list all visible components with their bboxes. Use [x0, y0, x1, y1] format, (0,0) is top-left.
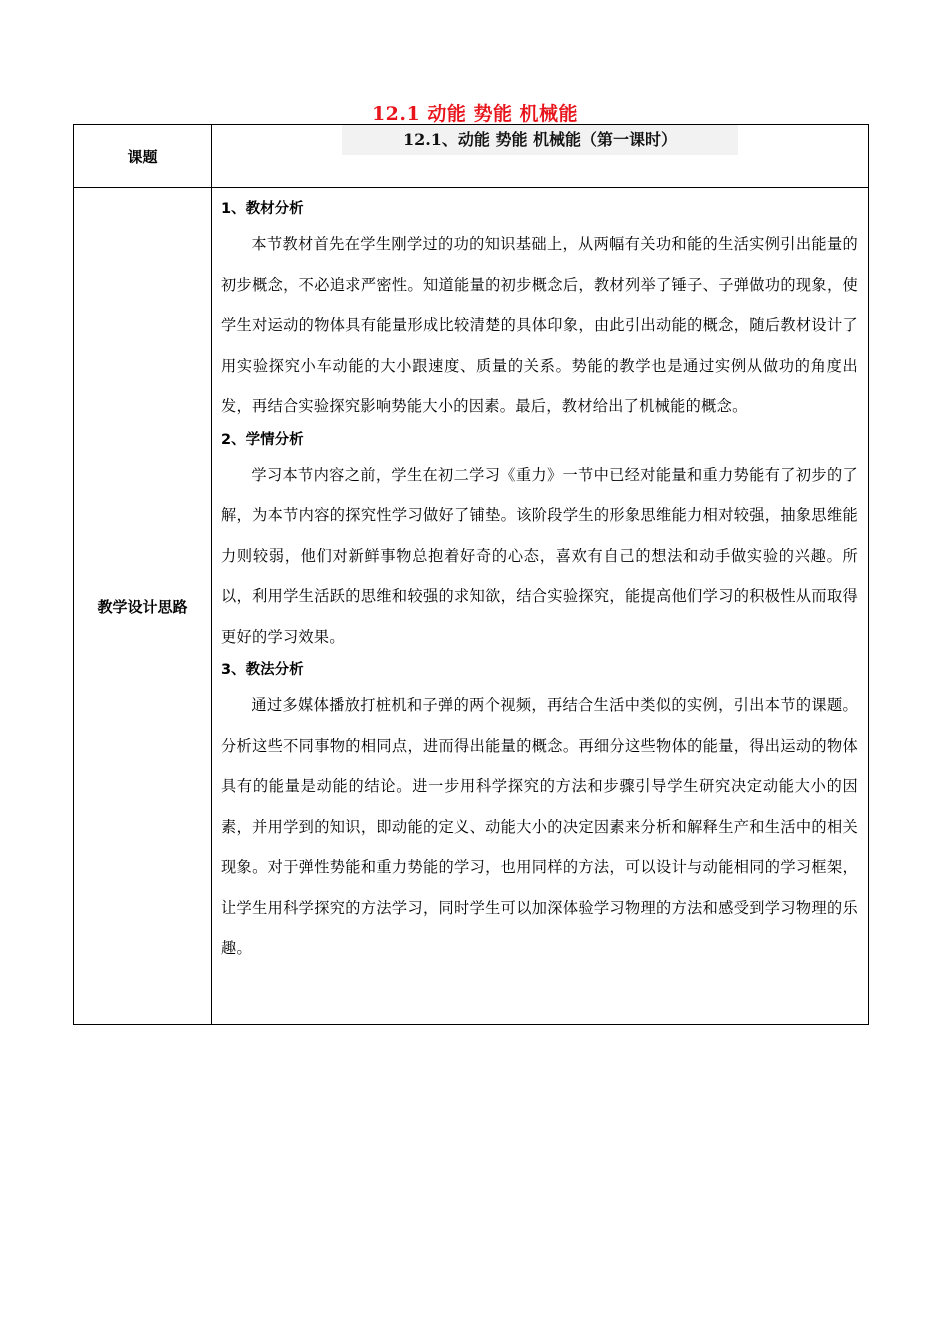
section-heading: 3、教法分析 [221, 662, 304, 678]
section-paragraph: 通过多媒体播放打桩机和子弹的两个视频，再结合生活中类似的实例，引出本节的课题。分析这些不同事物的相同点，进而得出能量的概念。再细分这些物体的能量，得出运动的物体具有的能量是动能的结论。进一步用科学探究的方法和步骤引导学生研究决定动能大小的因素，并用学到的知识，即动能的定义、动能大小的决定因素来分析和解释生产和生活中的相关现象。对于弹性势能和重力势能的学习，也用同样的方法，可以设计与动能相同的学习框架，让学生用科学探究的方法学习，同时学生可以加深体验学习物理的方法和感受到学习物理的乐趣。 [221, 696, 858, 957]
document-title: 12.1 动能 势能 机械能 [371, 103, 579, 125]
topic-row [74, 125, 869, 188]
section-textbook-analysis [221, 194, 858, 427]
section-method-analysis [221, 655, 858, 969]
design-label: 教学设计思路 [74, 188, 212, 1025]
design-row [74, 188, 869, 1025]
section-heading: 2、学情分析 [221, 431, 304, 448]
design-content [212, 188, 869, 1025]
lesson-plan-table [73, 124, 869, 1025]
topic-value-cell [212, 125, 869, 188]
topic-label: 课题 [74, 125, 212, 188]
lesson-title: 12.1、动能 势能 机械能（第一课时） [342, 125, 738, 155]
section-heading: 1、教材分析 [221, 201, 304, 217]
section-paragraph: 学习本节内容之前，学生在初二学习《重力》一节中已经对能量和重力势能有了初步的了解，为本节内容的探究性学习做好了铺垫。该阶段学生的形象思维能力相对较强，抽象思维能力则较弱，他们对新鲜事物总抱着好奇的心态，喜欢有自己的想法和动手做实验的兴趣。所以，利用学生活跃的思维和较强的求知欲，结合实验探究，能提高他们学习的积极性从而取得更好的学习效果。 [221, 465, 858, 646]
section-student-analysis [221, 425, 858, 658]
section-paragraph: 本节教材首先在学生刚学过的功的知识基础上，从两幅有关功和能的生活实例引出能量的初步概念，不必追求严密性。知道能量的初步概念后，教材列举了锤子、子弹做功的现象，使学生对运动的物体具有能量形成比较清楚的具体印象，由此引出动能的概念，随后教材设计了用实验探究小车动能的大小跟速度、质量的关系。势能的教学也是通过实例从做功的角度出发，再结合实验探究影响势能大小的因素。最后，教材给出了机械能的概念。 [221, 235, 858, 415]
